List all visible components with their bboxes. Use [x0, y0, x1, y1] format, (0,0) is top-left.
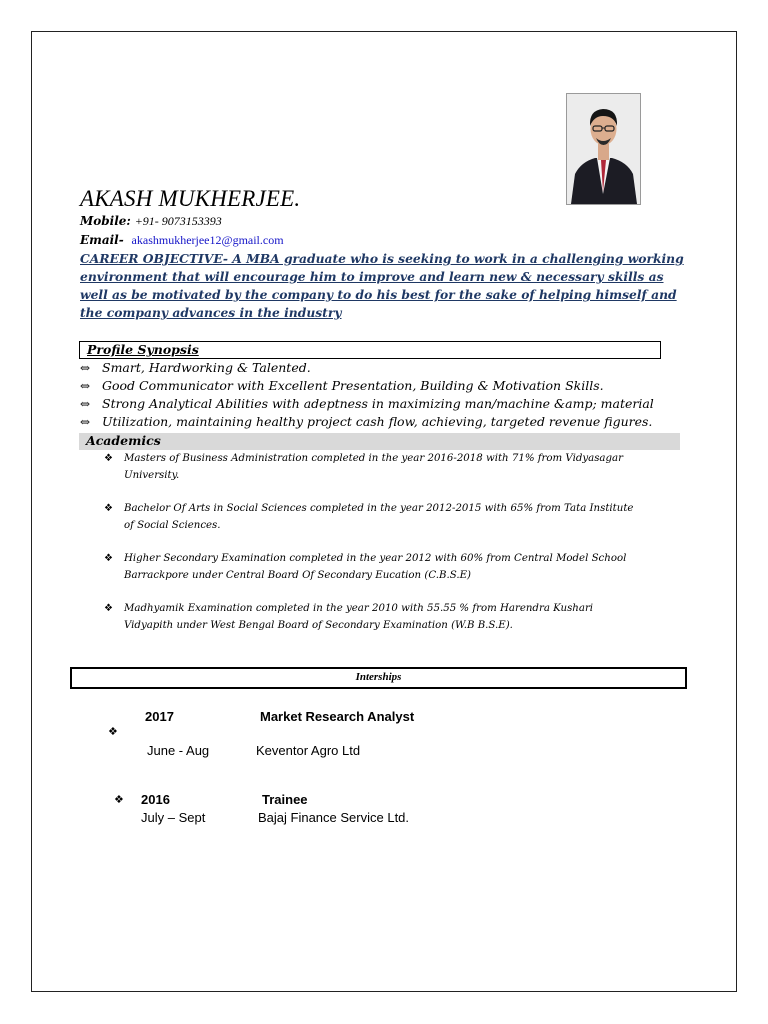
academics-item — [104, 550, 674, 584]
academics-item-line: University. — [124, 470, 180, 481]
internship-company: Keventor Agro Ltd — [256, 743, 361, 758]
internship-year: 2017 — [145, 709, 174, 724]
profile-synopsis-header — [79, 341, 661, 359]
academics-item — [104, 450, 674, 484]
internships-title: Interships — [355, 671, 402, 683]
profile-bullet-text: Good Communicator with Excellent Presentation, Building & Motivation Skills. — [102, 378, 604, 393]
internship-role: Trainee — [262, 792, 308, 807]
profile-bullet-text: Strong Analytical Abilities with adeptness in maximizing man/machine &amp; material — [102, 396, 654, 411]
academics-item-line: Vidyapith under West Bengal Board of Secondary Examination (W.B B.S.E). — [124, 620, 513, 631]
email-label: Email- — [80, 233, 124, 247]
profile-bullet — [80, 414, 652, 429]
mobile-label: Mobile: — [80, 214, 131, 228]
left-right-arrow-icon: ⇔ — [80, 397, 91, 411]
profile-bullet-text: Utilization, maintaining healthy project cash flow, achieving, targeted revenue figures. — [102, 414, 653, 429]
profile-bullet — [80, 396, 654, 411]
internship-role: Market Research Analyst — [260, 709, 415, 724]
academics-item-line: Masters of Business Administration completed in the year 2016-2018 with 71% from Vidyasagar — [124, 453, 623, 464]
email-link[interactable]: akashmukherjee12@gmail.com — [131, 233, 284, 247]
diamond-bullet-icon: ❖ — [108, 725, 118, 738]
internship-company: Bajaj Finance Service Ltd. — [258, 810, 410, 825]
diamond-bullet-icon: ❖ — [104, 603, 113, 614]
profile-bullet-text: Smart, Hardworking & Talented. — [102, 360, 311, 375]
objective-line: environment that will encourage him to improve and learn new & necessary skills as — [80, 269, 664, 284]
academics-item — [104, 600, 674, 634]
internship-period: June - Aug — [147, 743, 210, 758]
diamond-bullet-icon: ❖ — [114, 793, 124, 806]
academics-item-line: Madhyamik Examination completed in the year 2010 with 55.55 % from Harendra Kushari — [124, 603, 594, 614]
objective-line: well as be motivated by the company to do his best for the sake of helping himself and — [80, 287, 677, 302]
left-right-arrow-icon: ⇔ — [80, 361, 91, 375]
objective-line: the company advances in the industry — [80, 305, 342, 320]
diamond-bullet-icon: ❖ — [104, 453, 113, 464]
academics-item-line: Higher Secondary Examination completed in the year 2012 with 60% from Central Model School — [124, 553, 627, 564]
internship-year: 2016 — [141, 792, 170, 807]
academics-header — [79, 433, 680, 450]
email-line — [80, 233, 284, 248]
diamond-bullet-icon: ❖ — [104, 503, 113, 514]
academics-title: Academics — [86, 433, 161, 448]
academics-item-line: of Social Sciences. — [124, 520, 221, 531]
objective-line: CAREER OBJECTIVE- A MBA graduate who is seeking to work in a challenging working — [80, 251, 684, 266]
internship-period: July – Sept — [141, 810, 206, 825]
left-right-arrow-icon: ⇔ — [80, 379, 91, 393]
diamond-bullet-icon: ❖ — [104, 553, 113, 564]
career-objective — [80, 250, 684, 322]
left-right-arrow-icon: ⇔ — [80, 415, 91, 429]
mobile-value: +91- 9073153393 — [134, 214, 222, 228]
profile-bullet — [80, 378, 604, 393]
academics-item-line: Barrackpore under Central Board Of Secondary Eucation (C.B.S.E) — [124, 570, 471, 581]
person-photo-icon — [567, 94, 640, 204]
profile-synopsis-title: Profile Synopsis — [87, 342, 199, 357]
academics-item — [104, 500, 674, 534]
profile-bullet — [80, 360, 311, 375]
profile-photo — [566, 93, 641, 205]
mobile-line — [80, 214, 222, 229]
candidate-name: AKASH MUKHERJEE. — [80, 186, 301, 211]
internships-header — [70, 667, 687, 689]
academics-item-line: Bachelor Of Arts in Social Sciences completed in the year 2012-2015 with 65% from Tata Institute — [124, 503, 634, 514]
